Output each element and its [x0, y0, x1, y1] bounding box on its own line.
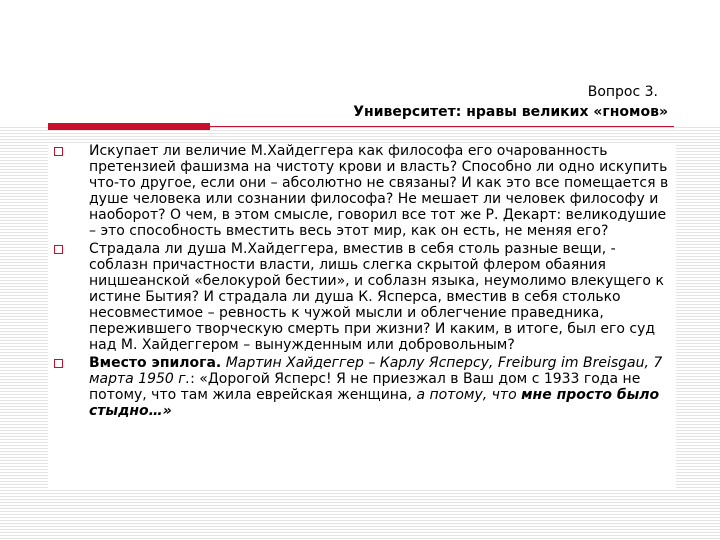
letter-source: Мартин Хайдеггер – Карлу Ясперсу, Freiburg im Breisgau, 7 марта 1950 г.	[89, 355, 663, 387]
square-bullet-icon	[54, 147, 63, 156]
bullet-item-2	[48, 241, 676, 353]
question-number: Вопрос 3.	[587, 84, 658, 100]
title-underline	[210, 126, 674, 127]
bullet-item-1	[48, 143, 676, 239]
bullet-text: Искупает ли величие М.Хайдеггера как философа его очарованность претензией фашизма на чистоту крови и власть? Способно ли одно искупить что-то другое, если они – абсолютно не связаны? И как это все помещается в душе человека или сознании философа? Не мешает ли человек философу и наоборот? О чем, в этом смысле, говорил все тот же Р. Декарт: великодушие – это способность вместить весь этот мир, как он есть, не меняя его?	[89, 143, 669, 239]
slide-title: Университет: нравы великих «гномов»	[353, 104, 668, 120]
bullet-text: Страдала ли душа М.Хайдеггера, вместив в себя столь разные вещи, - соблазн причастности власти, лишь слегка скрытой флером обаяния ницшеанской «белокурой бестии», и соблазн языка, неумолимо влекущего к истине Бытия? И страдала ли душа К. Ясперса, вместив в себя столько несовместимое – ревность к чужой мысли и облегчение праведника, пережившего творческую смерть при жизни? И каким, в итоге, был его суд над М. Хайдеггером – вынужденным или добровольным?	[89, 241, 664, 353]
letter-quote-tail: а потому, что	[416, 387, 517, 403]
letter-quote: : «Дорогой Ясперс! Я не приезжал в Ваш дом с 1933 года не потому, что там жила еврейская женщина,	[89, 371, 641, 403]
epilogue-heading: Вместо эпилога.	[89, 355, 222, 371]
bullet-item-3	[48, 355, 676, 419]
letter-quote-emphasis: мне просто было стыдно…»	[89, 387, 660, 419]
square-bullet-icon	[54, 359, 63, 368]
title-accent-bar	[48, 123, 210, 130]
square-bullet-icon	[54, 245, 63, 254]
slide-header	[353, 82, 668, 122]
bullet-list	[48, 143, 676, 419]
slide-body	[48, 143, 676, 488]
